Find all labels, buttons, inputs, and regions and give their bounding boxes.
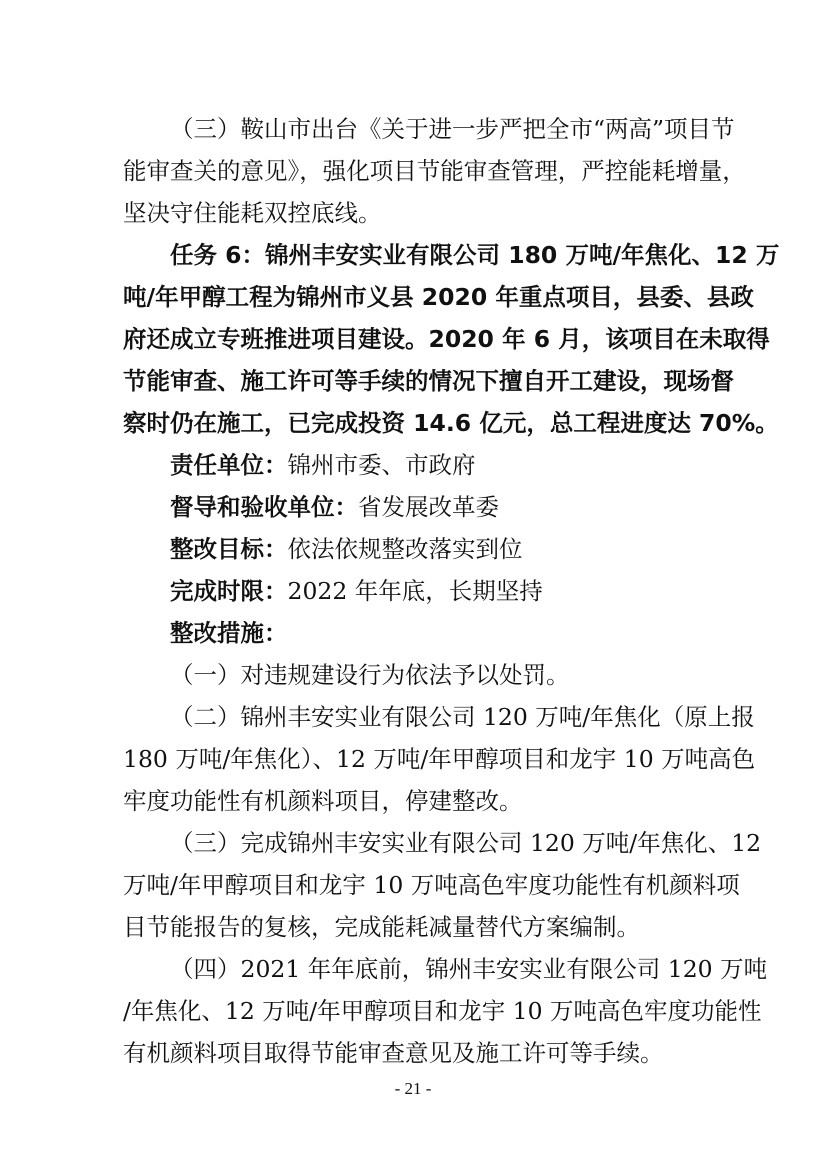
field-label: 督导和验收单位： [170,493,358,521]
field-label: 完成时限： [170,577,288,605]
task-heading-line: 府还成立专班推进项目建设。2020 年 6 月，该项目在未取得 [123,325,770,353]
paragraph-line: （三）鞍山市出台《关于进一步严把全市“两高”项目节 [170,115,735,143]
measure-line: 有机颜料项目取得节能审查意见及施工许可等手续。 [123,1039,664,1067]
task-heading-line: 吨/年甲醇工程为锦州市义县 2020 年重点项目，县委、县政 [123,283,754,311]
rectification-target [170,535,708,564]
supervisor-unit [170,493,708,522]
measure-line: 万吨/年甲醇项目和龙宇 10 万吨高色牢度功能性有机颜料项 [123,871,740,899]
task-heading-line: 节能审查、施工许可等手续的情况下擅自开工建设，现场督 [123,367,734,395]
completion-deadline [170,577,708,606]
field-value: 锦州市委、市政府 [287,451,476,479]
field-value: 依法依规整改落实到位 [287,535,523,563]
field-label: 整改目标： [170,535,288,563]
measure-line: /年焦化、12 万吨/年甲醇项目和龙宇 10 万吨高色牢度功能性 [123,997,762,1025]
measure-line: 180 万吨/年焦化）、12 万吨/年甲醇项目和龙宇 10 万吨高色 [123,745,756,773]
measure-line: （三）完成锦州丰安实业有限公司 120 万吨/年焦化、12 [170,829,762,857]
measure-line: 目节能报告的复核，完成能耗减量替代方案编制。 [123,913,640,941]
field-value: 省发展改革委 [358,493,499,521]
measure-line: （一）对违规建设行为依法予以处罚。 [170,661,570,689]
measures-label: 整改措施： [170,619,288,647]
field-value: 2022 年年底，长期坚持 [287,577,543,605]
field-label: 责任单位： [170,451,288,479]
paragraph-line: 坚决守住能耗双控底线。 [123,199,382,227]
task-heading-line: 察时仍在施工，已完成投资 14.6 亿元，总工程进度达 70%。 [123,409,779,437]
page-number: - 21 - [394,1079,432,1098]
task-heading-line: 任务 6：锦州丰安实业有限公司 180 万吨/年焦化、12 万 [170,241,780,269]
measure-line: （二）锦州丰安实业有限公司 120 万吨/年焦化（原上报 [170,703,755,731]
paragraph-line: 能审查关的意见》，强化项目节能审查管理，严控能耗增量， [123,157,746,185]
responsible-unit [170,451,708,480]
measure-line: （四）2021 年年底前，锦州丰安实业有限公司 120 万吨 [170,955,768,983]
measure-line: 牢度功能性有机颜料项目，停建整改。 [123,787,523,815]
